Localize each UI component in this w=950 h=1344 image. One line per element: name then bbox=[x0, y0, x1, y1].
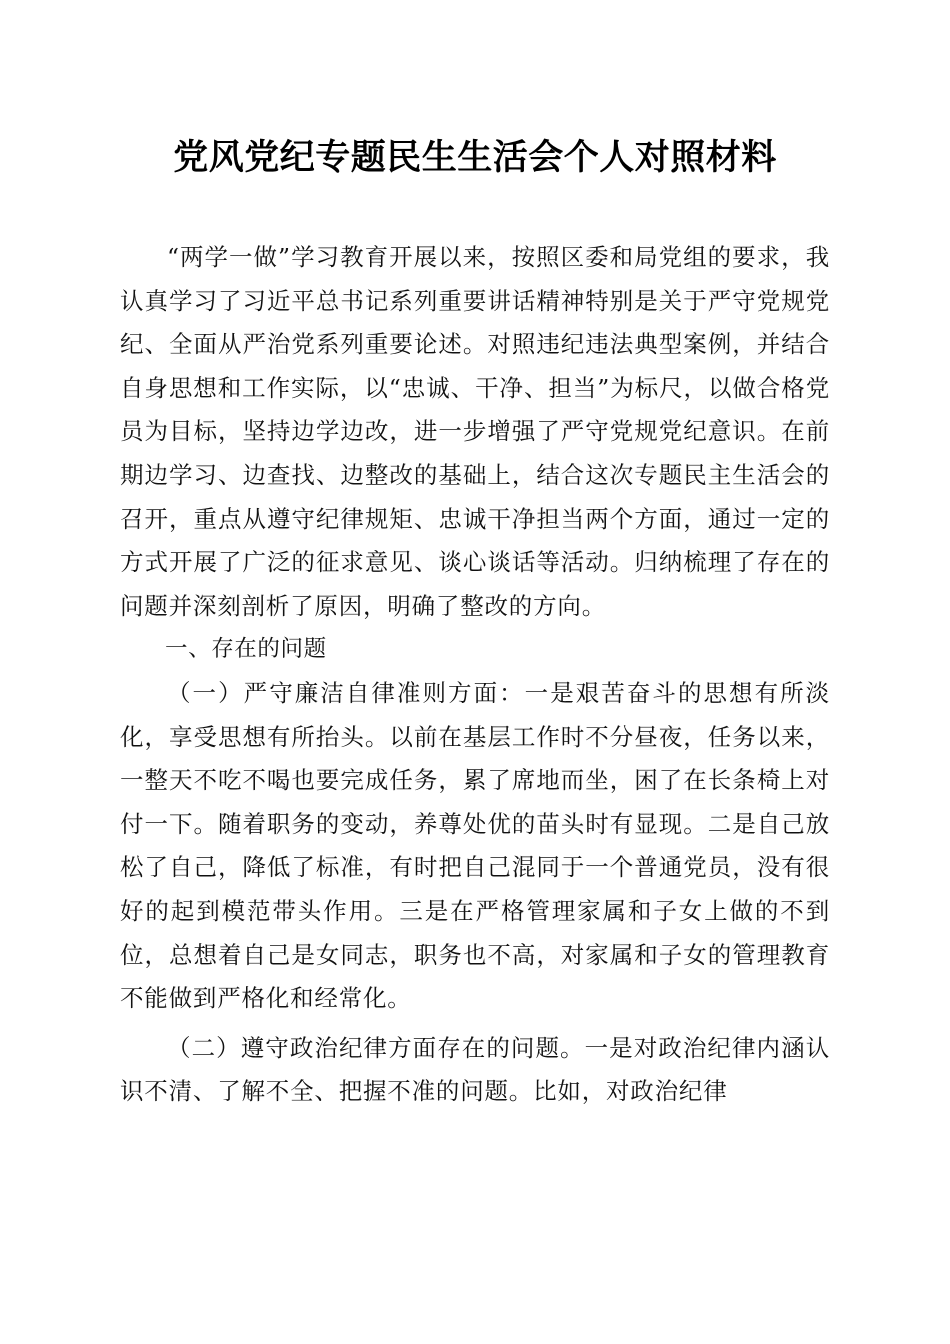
section-heading-problems: 一、存在的问题 bbox=[165, 636, 327, 663]
document-title: 党风党纪专题民生生活会个人对照材料 bbox=[173, 137, 777, 178]
subsection-paragraph-2: （二）遵守政治纪律方面存在的问题。一是对政治纪律内涵认识不清、了解不全、把握不准的问题。比如，对政治纪律 bbox=[120, 1033, 830, 1106]
intro-paragraph: “两学一做”学习教育开展以来，按照区委和局党组的要求，我认真学习了习近平总书记系列重要讲话精神特别是关于严守党规党纪、全面从严治党系列重要论述。对照违纪违法典型案例，并结合自身思想和工作实际，以“忠诚、干净、担当”为标尺，以做合格党员为目标，坚持边学边改，进一步增强了严守党规党纪意识。在前期边学习、边查找、边整改的基础上，结合这次专题民主生活会的召开，重点从遵守纪律规矩、忠诚干净担当两个方面，通过一定的方式开展了广泛的征求意见、谈心谈话等活动。归纳梳理了存在的问题并深刻剖析了原因，明确了整改的方向。 bbox=[120, 243, 830, 620]
subsection-paragraph-1: （一）严守廉洁自律准则方面：一是艰苦奋斗的思想有所淡化，享受思想有所抬头。以前在基层工作时不分昼夜，任务以来，一整天不吃不喝也要完成任务，累了席地而坐，困了在长条椅上对付一下。随着职务的变动，养尊处优的苗头时有显现。二是自己放松了自己，降低了标准，有时把自己混同于一个普通党员，没有很好的起到模范带头作用。三是在严格管理家属和子女上做的不到位，总想着自己是女同志，职务也不高，对家属和子女的管理教育不能做到严格化和经常化。 bbox=[120, 678, 830, 1013]
document-body bbox=[120, 236, 830, 1114]
